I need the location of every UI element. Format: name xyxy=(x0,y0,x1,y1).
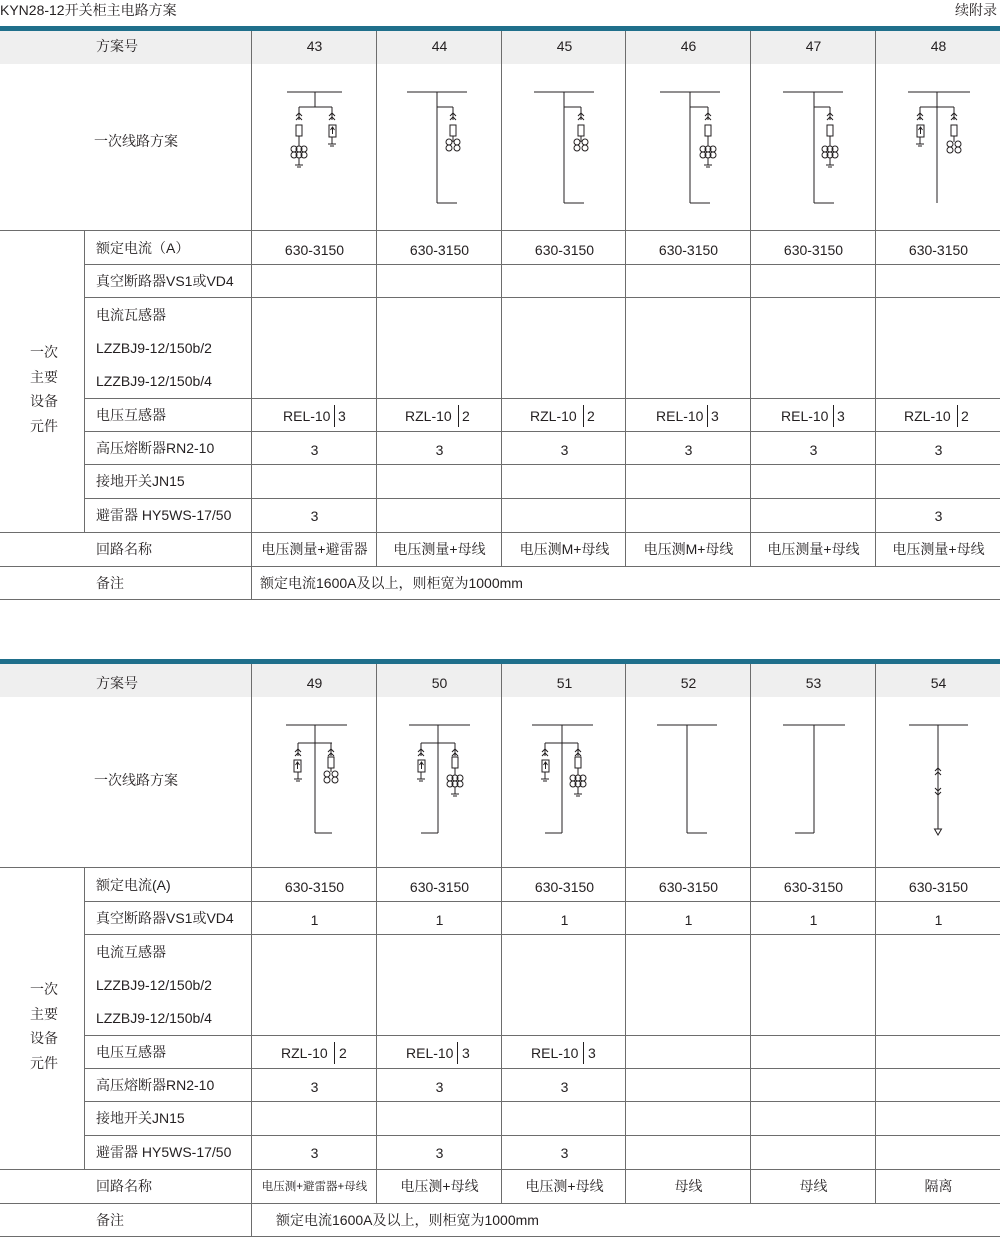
scheme-number: 48 xyxy=(930,38,947,54)
vcb-value: 1 xyxy=(684,912,693,928)
pt-value: REL-10 3 xyxy=(751,405,876,427)
circuit-name-value: 电压测M+母线 xyxy=(643,541,734,557)
vcb-label: 真空断路器VS1或VD4 xyxy=(96,910,234,926)
scheme-number: 50 xyxy=(431,675,448,691)
fuse-value: 3 xyxy=(560,1079,569,1095)
scheme-number: 51 xyxy=(556,675,573,691)
circuit-name-value: 母线 xyxy=(799,1178,828,1194)
scheme-number: 45 xyxy=(556,38,573,54)
remark-label: 备注 xyxy=(96,1212,124,1228)
remark-label: 备注 xyxy=(96,575,124,591)
fuse-label: 高压熔断器RN2-10 xyxy=(96,440,215,456)
fuse-value: 3 xyxy=(435,1079,444,1095)
primary-scheme-label: 一次线路方案 xyxy=(94,772,178,788)
rated-current-label: 额定电流(A) xyxy=(96,877,171,893)
ct-model-a-label: LZZBJ9-12/150b/2 xyxy=(96,340,212,356)
circuit-name-value: 电压测+母线 xyxy=(525,1178,604,1194)
pt-value: RZL-10 2 xyxy=(377,405,502,427)
scheme-number-label: 方案号 xyxy=(96,675,138,691)
single-line-diagram-52 xyxy=(626,697,750,867)
vcb-value: 1 xyxy=(560,912,569,928)
rated-current-value: 630-3150 xyxy=(409,242,470,258)
fuse-value: 3 xyxy=(684,442,693,458)
circuit-name-value: 电压测量+避雷器 xyxy=(261,541,368,557)
single-line-diagram-54 xyxy=(876,697,1000,867)
vcb-value: 1 xyxy=(934,912,943,928)
fuse-value: 3 xyxy=(435,442,444,458)
rated-current-value: 630-3150 xyxy=(534,879,595,895)
fuse-label: 高压熔断器RN2-10 xyxy=(96,1077,215,1093)
single-line-diagram-44 xyxy=(377,62,501,230)
circuit-name-value: 电压测+避雷器+母线 xyxy=(261,1181,368,1193)
document-title: KYN28-12开关柜主电路方案 xyxy=(0,2,177,18)
pt-value: REL-10 3 xyxy=(252,405,377,427)
rated-current-value: 630-3150 xyxy=(783,879,844,895)
circuit-name-value: 电压测量+母线 xyxy=(393,541,486,557)
circuit-name-label: 回路名称 xyxy=(96,1178,152,1194)
fuse-value: 3 xyxy=(809,442,818,458)
arrester-value: 3 xyxy=(310,1145,319,1161)
remark-value: 额定电流1600A及以上，则柜宽为1000mm xyxy=(276,1212,539,1228)
single-line-diagram-53 xyxy=(751,697,875,867)
rated-current-label: 额定电流（A） xyxy=(96,240,190,256)
pt-value: REL-10 3 xyxy=(377,1042,502,1064)
earth-switch-label: 接地开关JN15 xyxy=(96,1110,185,1126)
single-line-diagram-48 xyxy=(876,62,1000,230)
circuit-name-value: 电压测量+母线 xyxy=(892,541,985,557)
scheme-number-label: 方案号 xyxy=(96,38,138,54)
vcb-label: 真空断路器VS1或VD4 xyxy=(96,273,234,289)
scheme-number: 49 xyxy=(306,675,323,691)
circuit-name-value: 母线 xyxy=(674,1178,703,1194)
remark-value: 额定电流1600A及以上，则柜宽为1000mm xyxy=(260,575,523,591)
rated-current-value: 630-3150 xyxy=(658,242,719,258)
rated-current-value: 630-3150 xyxy=(284,879,345,895)
arrester-value: 3 xyxy=(310,508,319,524)
earth-switch-label: 接地开关JN15 xyxy=(96,473,185,489)
fuse-value: 3 xyxy=(934,442,943,458)
pt-label: 电压互感器 xyxy=(96,407,166,423)
fuse-value: 3 xyxy=(310,1079,319,1095)
single-line-diagram-45 xyxy=(502,62,626,230)
rated-current-value: 630-3150 xyxy=(783,242,844,258)
ct-label: 电流互感器 xyxy=(96,944,166,960)
scheme-number: 47 xyxy=(805,38,822,54)
arrester-value: 3 xyxy=(934,508,943,524)
rated-current-value: 630-3150 xyxy=(409,879,470,895)
single-line-diagram-50 xyxy=(377,697,501,867)
ct-model-a-label: LZZBJ9-12/150b/2 xyxy=(96,977,212,993)
ct-model-b-label: LZZBJ9-12/150b/4 xyxy=(96,1010,212,1026)
rated-current-value: 630-3150 xyxy=(658,879,719,895)
scheme-number: 43 xyxy=(306,38,323,54)
equipment-group-label: 一次 主要 设备 元件 xyxy=(30,981,58,1071)
single-line-diagram-49 xyxy=(252,697,376,867)
circuit-name-value: 隔离 xyxy=(924,1178,953,1194)
arrester-value: 3 xyxy=(560,1145,569,1161)
ct-model-b-label: LZZBJ9-12/150b/4 xyxy=(96,373,212,389)
pt-value: REL-10 3 xyxy=(626,405,751,427)
single-line-diagram-51 xyxy=(502,697,626,867)
rated-current-value: 630-3150 xyxy=(908,879,969,895)
primary-scheme-label: 一次线路方案 xyxy=(94,133,178,149)
ct-label: 电流瓦感器 xyxy=(96,307,166,323)
scheme-number: 46 xyxy=(680,38,697,54)
scheme-number: 54 xyxy=(930,675,947,691)
fuse-value: 3 xyxy=(560,442,569,458)
pt-value: RZL-10 2 xyxy=(252,1042,377,1064)
single-line-diagram-43 xyxy=(252,62,376,230)
scheme-number: 52 xyxy=(680,675,697,691)
vcb-value: 1 xyxy=(809,912,818,928)
scheme-number: 44 xyxy=(431,38,448,54)
circuit-name-label: 回路名称 xyxy=(96,541,152,557)
rated-current-value: 630-3150 xyxy=(284,242,345,258)
vcb-value: 1 xyxy=(435,912,444,928)
single-line-diagram-47 xyxy=(751,62,875,230)
pt-value: RZL-10 2 xyxy=(502,405,627,427)
pt-value: RZL-10 2 xyxy=(876,405,1000,427)
circuit-name-value: 电压测量+母线 xyxy=(767,541,860,557)
arrester-value: 3 xyxy=(435,1145,444,1161)
arrester-label: 避雷器 HY5WS-17/50 xyxy=(96,1144,232,1160)
rated-current-value: 630-3150 xyxy=(534,242,595,258)
pt-value: REL-10 3 xyxy=(502,1042,627,1064)
rated-current-value: 630-3150 xyxy=(908,242,969,258)
scheme-number: 53 xyxy=(805,675,822,691)
single-line-diagram-46 xyxy=(626,62,750,230)
circuit-name-value: 电压测M+母线 xyxy=(519,541,610,557)
pt-label: 电压互感器 xyxy=(96,1044,166,1060)
appendix-label: 续附录 xyxy=(955,2,997,18)
circuit-name-value: 电压测+母线 xyxy=(400,1178,479,1194)
arrester-label: 避雷器 HY5WS-17/50 xyxy=(96,507,232,523)
equipment-group-label: 一次 主要 设备 元件 xyxy=(30,344,58,434)
vcb-value: 1 xyxy=(310,912,319,928)
fuse-value: 3 xyxy=(310,442,319,458)
